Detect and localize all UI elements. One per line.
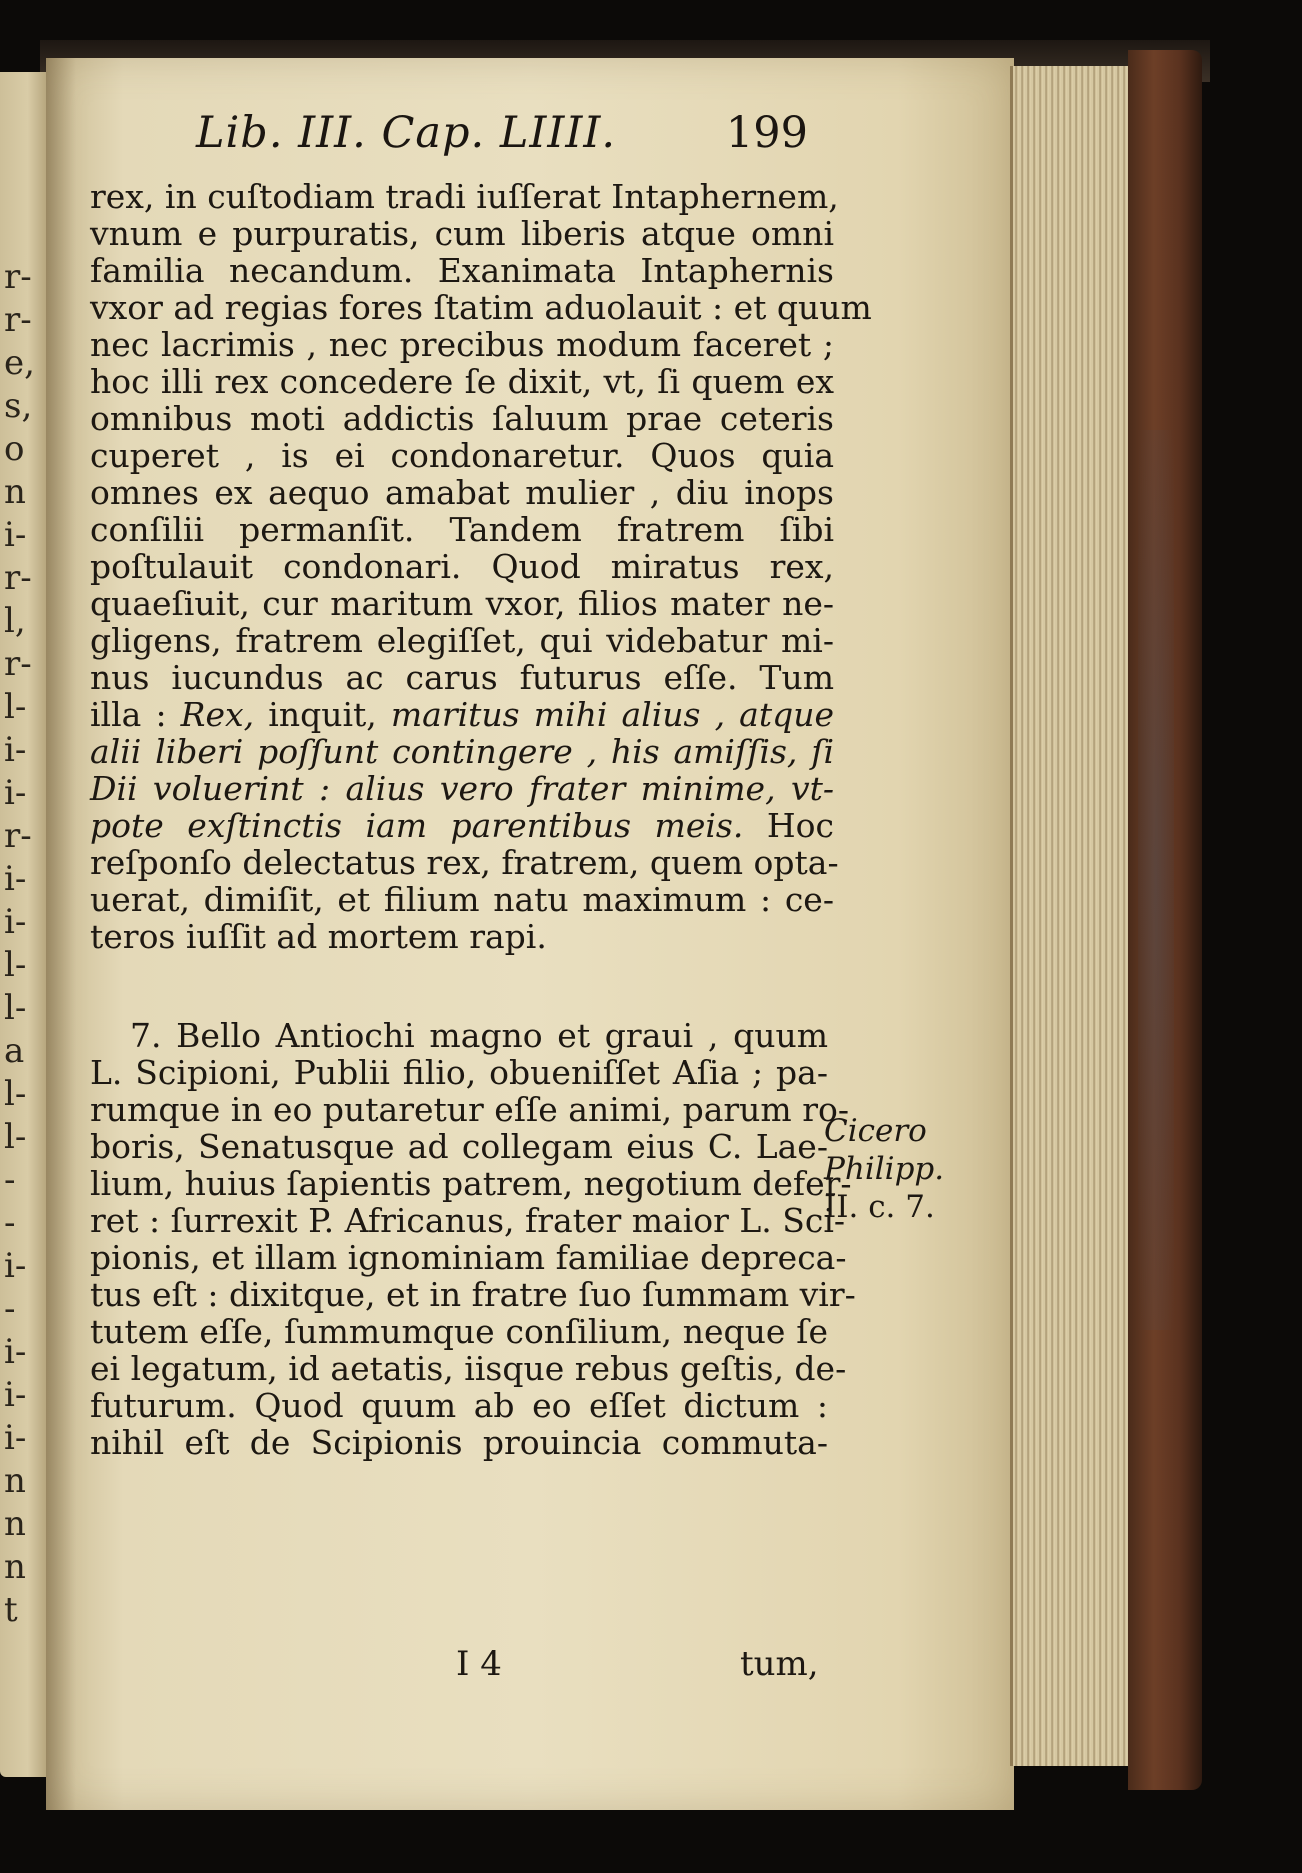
left-page-fragment: n — [4, 472, 26, 512]
left-page-fragment: n — [4, 1504, 26, 1544]
left-page-fragment: i- — [4, 515, 27, 555]
text-line: ret : ſurrexit P. Africanus, frater maior L. Sci- — [90, 1201, 846, 1240]
text-line: rex, in cuſtodiam tradi iuſſerat Intaphernem, — [90, 177, 839, 216]
catchword: tum, — [740, 1644, 819, 1684]
text-line: L. Scipioni, Publii filio, obueniſſet Aſia ; pa- — [90, 1053, 828, 1092]
text-line: 7. Bello Antiochi magno et graui , quum — [130, 1016, 828, 1055]
left-page-fragment: i- — [4, 1332, 27, 1372]
text-line: futurum. Quod quum ab eo eſſet dictum : — [90, 1386, 828, 1425]
italic-span: maritus mihi alius , atque — [390, 695, 835, 734]
margin-note-work: Philipp. — [824, 1151, 945, 1187]
text-line: ei legatum, id aetatis, iisque rebus geſtis, de- — [90, 1349, 847, 1388]
text-line: tutem eſſe, ſummumque conſilium, neque ſe — [90, 1312, 828, 1351]
running-head: Lib. III. Cap. LIIII. — [196, 108, 617, 158]
text-line: rumque in eo putaretur eſſe animi, parum ro- — [90, 1090, 849, 1129]
left-page-fragment: r- — [4, 300, 32, 340]
left-page-fragment: i- — [4, 730, 27, 770]
page-number: 199 — [725, 108, 808, 158]
margin-note-section: II. c. 7. — [824, 1189, 935, 1225]
page-edges — [1010, 66, 1133, 1766]
text-line: conſilii permanſit. Tandem fratrem ſibi — [90, 510, 834, 549]
left-page-fragment: n — [4, 1547, 26, 1587]
roman-span: Hoc — [766, 806, 834, 845]
text-line: lium, huius ſapientis patrem, negotium defer- — [90, 1164, 852, 1203]
left-page-fragment: l- — [4, 988, 27, 1028]
left-page-fragment: - — [4, 1203, 16, 1243]
gutter-shadow — [46, 58, 76, 1810]
left-page-strip — [0, 72, 46, 1777]
text-line: uerat, dimiſit, et filium natu maximum : ce- — [90, 880, 834, 919]
text-line: reſponſo delectatus rex, fratrem, quem opta- — [90, 843, 839, 882]
paragraph-1 — [90, 177, 872, 956]
left-page-fragment: l- — [4, 1117, 27, 1157]
roman-span: inquit, — [268, 695, 391, 734]
text-line: nus iucundus ac carus futurus eſſe. Tum — [90, 658, 834, 697]
left-page-fragment: i- — [4, 1246, 27, 1286]
text-line: cuperet , is ei condonaretur. Quos quia — [90, 436, 834, 475]
left-page-fragment: i- — [4, 902, 27, 942]
left-page-fragment: i- — [4, 859, 27, 899]
text-line: poſtulauit condonari. Quod miratus rex, — [90, 547, 834, 586]
text-line — [90, 807, 834, 844]
left-page-fragment: s, — [4, 386, 33, 426]
text-line — [90, 696, 834, 733]
text-line: pionis, et illam ignominiam familiae depreca- — [90, 1238, 847, 1277]
signature-mark: I 4 — [456, 1644, 502, 1684]
left-page-fragment: l- — [4, 1074, 27, 1114]
left-page-fragment: r- — [4, 558, 32, 598]
left-page-fragment: i- — [4, 1418, 27, 1458]
left-page-fragment: e, — [4, 343, 35, 383]
left-page-fragment: - — [4, 1160, 16, 1200]
left-page-fragment: a — [4, 1031, 25, 1071]
text-line: quaeſiuit, cur maritum vxor, filios mater ne- — [90, 584, 834, 623]
left-page-fragment: r- — [4, 816, 32, 856]
text-line: gligens, fratrem elegiſſet, qui videbatur mi- — [90, 621, 834, 660]
text-line-italic: alii liberi poſſunt contingere , his amiſſis, ſi — [90, 732, 834, 771]
left-page-fragment: i- — [4, 773, 27, 813]
text-line: teros iuſſit ad mortem rapi. — [90, 917, 547, 956]
text-line: omnes ex aequo amabat mulier , diu inops — [90, 473, 834, 512]
body-text — [90, 177, 872, 1462]
paragraph-2 — [90, 1016, 856, 1462]
left-page-fragment: r- — [4, 644, 32, 684]
text-line-italic: Dii voluerint : alius vero frater minime, vt- — [90, 769, 834, 808]
left-page-fragment: t — [4, 1590, 18, 1630]
left-page-fragment: - — [4, 1289, 16, 1329]
left-page-fragment: i- — [4, 1375, 27, 1415]
margin-note-author: Cicero — [824, 1113, 927, 1149]
book-board — [1128, 50, 1202, 1790]
text-line: familia necandum. Exanimata Intaphernis — [90, 251, 834, 290]
left-page-fragment: l, — [4, 601, 26, 641]
italic-span: Rex, — [180, 695, 269, 734]
left-page-fragment: o — [4, 429, 25, 469]
text-line: vxor ad regias fores ſtatim aduolauit : et quum — [90, 288, 872, 327]
left-page-fragment: l- — [4, 945, 27, 985]
page-header — [196, 108, 808, 164]
text-line: nihil eſt de Scipionis prouincia commuta- — [90, 1423, 828, 1462]
text-line: tus eſt : dixitque, et in fratre ſuo ſummam vir- — [90, 1275, 856, 1314]
text-line: nec lacrimis , nec precibus modum faceret ; — [90, 325, 834, 364]
text-line: boris, Senatusque ad collegam eius C. Lae- — [90, 1127, 828, 1166]
text-line: hoc illi rex concedere ſe dixit, vt, ſi quem ex — [90, 362, 834, 401]
text-line: vnum e purpuratis, cum liberis atque omni — [90, 214, 834, 253]
text-line: omnibus moti addictis ſaluum prae ceteris — [90, 399, 834, 438]
left-page-fragment: r- — [4, 257, 32, 297]
left-page-fragment: l- — [4, 687, 27, 727]
left-page-fragment: n — [4, 1461, 26, 1501]
roman-span: illa : — [90, 695, 181, 734]
italic-span: pote exſtinctis iam parentibus meis. — [90, 806, 767, 845]
marginal-reference — [824, 1112, 974, 1226]
